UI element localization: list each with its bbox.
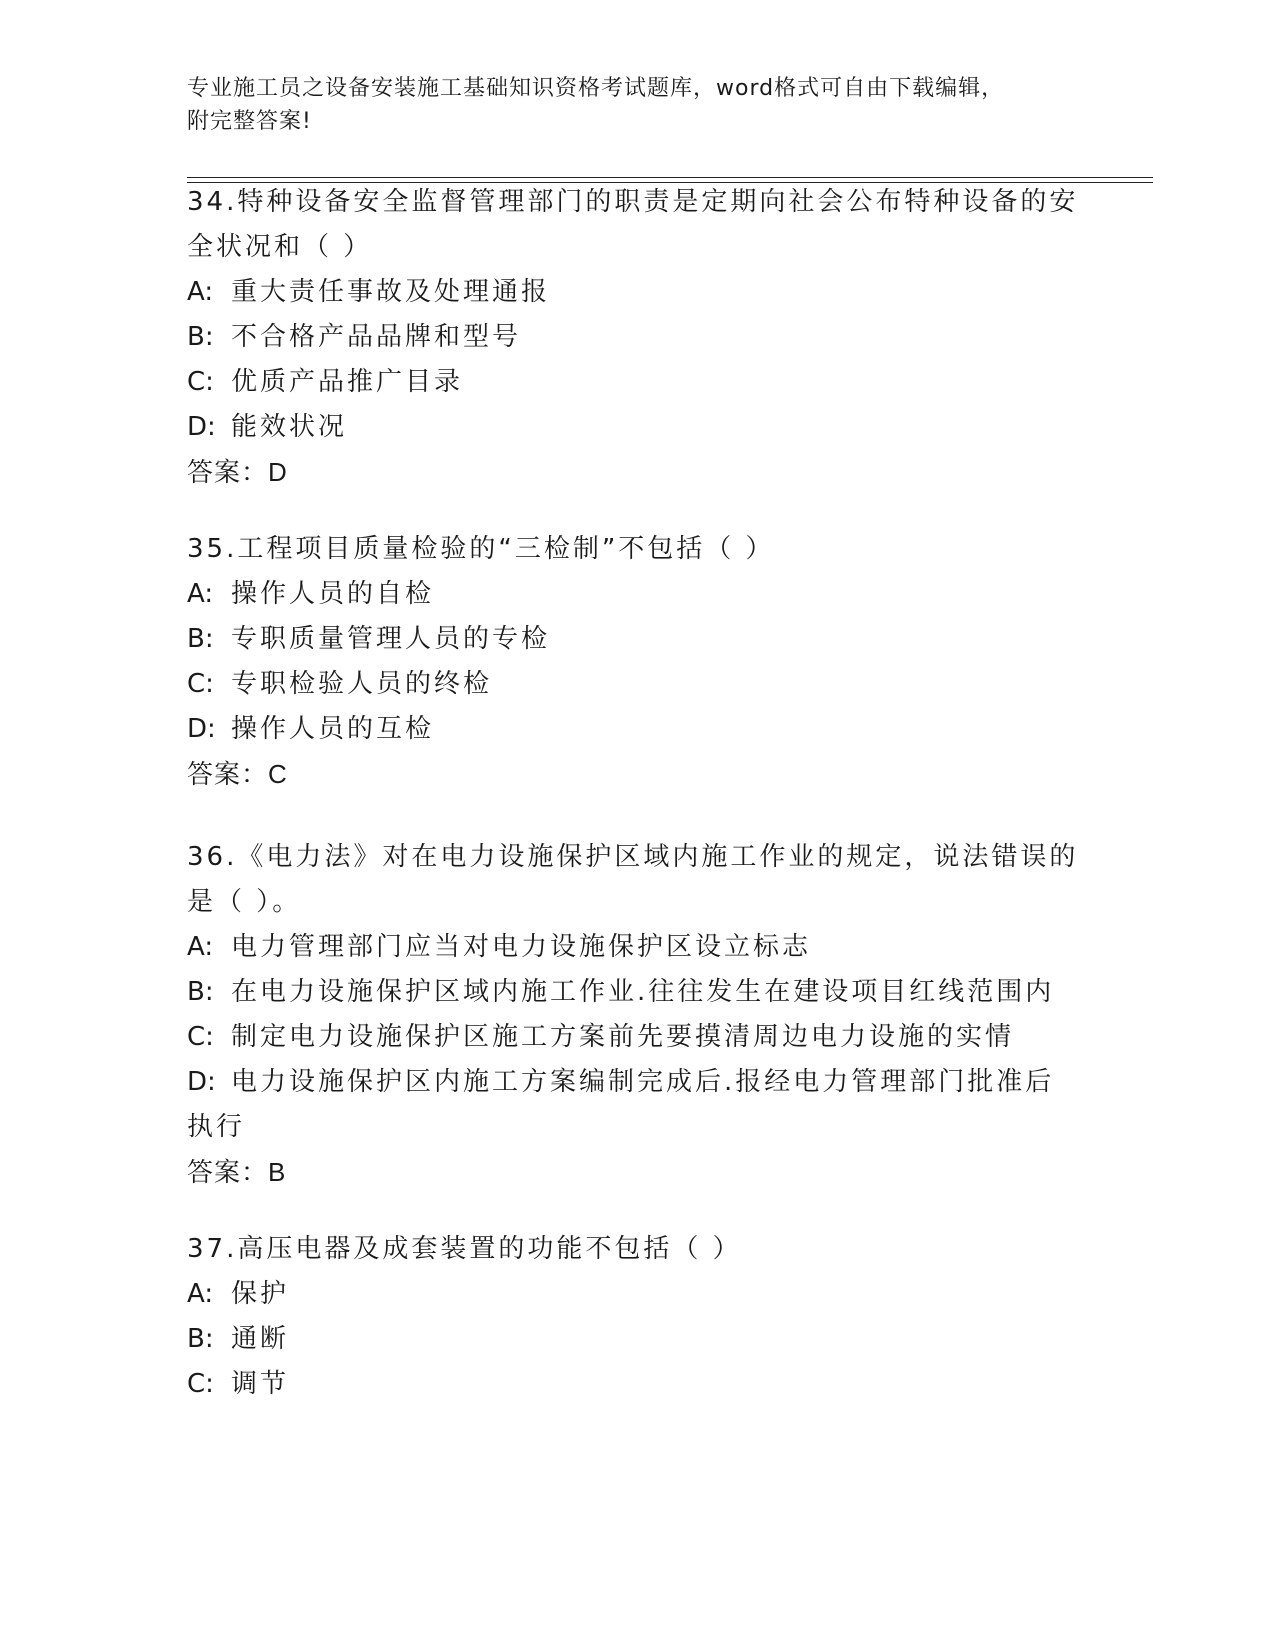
option-b xyxy=(187,970,1087,1015)
option-text: 重大责任事故及处理通报 xyxy=(231,277,551,307)
option-c xyxy=(187,1362,1087,1407)
option-label: D: xyxy=(187,714,216,744)
option-label: C: xyxy=(187,367,214,397)
option-text: 保护 xyxy=(231,1279,290,1309)
option-label: C: xyxy=(187,1369,214,1399)
option-label: D: xyxy=(187,412,216,442)
option-b xyxy=(187,617,1087,662)
option-label: B: xyxy=(187,1324,214,1354)
option-label: C: xyxy=(187,1022,214,1052)
option-text: 操作人员的互检 xyxy=(231,714,435,744)
option-b xyxy=(187,315,1087,360)
answer-line: 答案：C xyxy=(187,759,288,789)
option-text: 电力管理部门应当对电力设施保护区设立标志 xyxy=(231,932,812,962)
option-text: 能效状况 xyxy=(231,412,348,442)
option-text: 调节 xyxy=(231,1369,290,1399)
option-label: B: xyxy=(187,322,214,352)
question-34 xyxy=(187,180,1087,495)
question-35 xyxy=(187,527,1087,797)
option-text: 优质产品推广目录 xyxy=(231,367,464,397)
option-label: A: xyxy=(187,932,214,962)
option-text: 操作人员的自检 xyxy=(231,579,435,609)
option-d xyxy=(187,707,1087,752)
option-text: 专职质量管理人员的专检 xyxy=(231,624,551,654)
question-stem xyxy=(187,180,1087,270)
option-c xyxy=(187,662,1087,707)
stem-line: 是（ ）。 xyxy=(187,887,302,917)
question-stem xyxy=(187,527,1087,572)
option-text: 电力设施保护区内施工方案编制完成后.报经电力管理部门批准后 xyxy=(231,1067,1055,1097)
stem-line: 37.高压电器及成套装置的功能不包括（ ） xyxy=(187,1234,742,1264)
header-divider-top xyxy=(187,177,1153,178)
option-label: D: xyxy=(187,1067,216,1097)
question-stem xyxy=(187,835,1087,925)
option-c xyxy=(187,360,1087,405)
option-text: 不合格产品品牌和型号 xyxy=(231,322,522,352)
option-label: A: xyxy=(187,277,214,307)
option-d xyxy=(187,405,1087,450)
option-text: 制定电力设施保护区施工方案前先要摸清周边电力设施的实情 xyxy=(231,1022,1015,1052)
stem-line: 36.《电力法》对在电力设施保护区域内施工作业的规定，说法错误的 xyxy=(187,842,1079,872)
option-text: 通断 xyxy=(231,1324,290,1354)
option-a xyxy=(187,925,1087,970)
option-text: 专职检验人员的终检 xyxy=(231,669,493,699)
stem-line: 35.工程项目质量检验的“三检制”不包括（ ） xyxy=(187,534,775,564)
header-line-1: 专业施工员之设备安装施工基础知识资格考试题库，word格式可自由下载编辑， xyxy=(187,76,1005,101)
option-text: 在电力设施保护区域内施工作业.往往发生在建设项目红线范围内 xyxy=(231,977,1055,1007)
document-header xyxy=(187,72,1067,138)
option-label: B: xyxy=(187,977,214,1007)
option-a xyxy=(187,270,1087,315)
question-stem xyxy=(187,1227,1087,1272)
stem-line: 34.特种设备安全监督管理部门的职责是定期向社会公布特种设备的安 xyxy=(187,187,1079,217)
option-label: C: xyxy=(187,669,214,699)
option-label: A: xyxy=(187,579,214,609)
header-line-2: 附完整答案! xyxy=(187,109,312,134)
option-label: B: xyxy=(187,624,214,654)
option-c xyxy=(187,1015,1087,1060)
option-label: A: xyxy=(187,1279,214,1309)
option-d-continuation xyxy=(187,1105,1087,1150)
question-36 xyxy=(187,835,1087,1195)
question-37 xyxy=(187,1227,1087,1407)
option-a xyxy=(187,572,1087,617)
option-b xyxy=(187,1317,1087,1362)
answer-line: 答案：B xyxy=(187,1157,287,1187)
stem-line: 全状况和（ ） xyxy=(187,232,373,262)
option-d xyxy=(187,1060,1087,1105)
option-a xyxy=(187,1272,1087,1317)
answer-line: 答案：D xyxy=(187,457,288,487)
option-text: 执行 xyxy=(187,1112,246,1142)
